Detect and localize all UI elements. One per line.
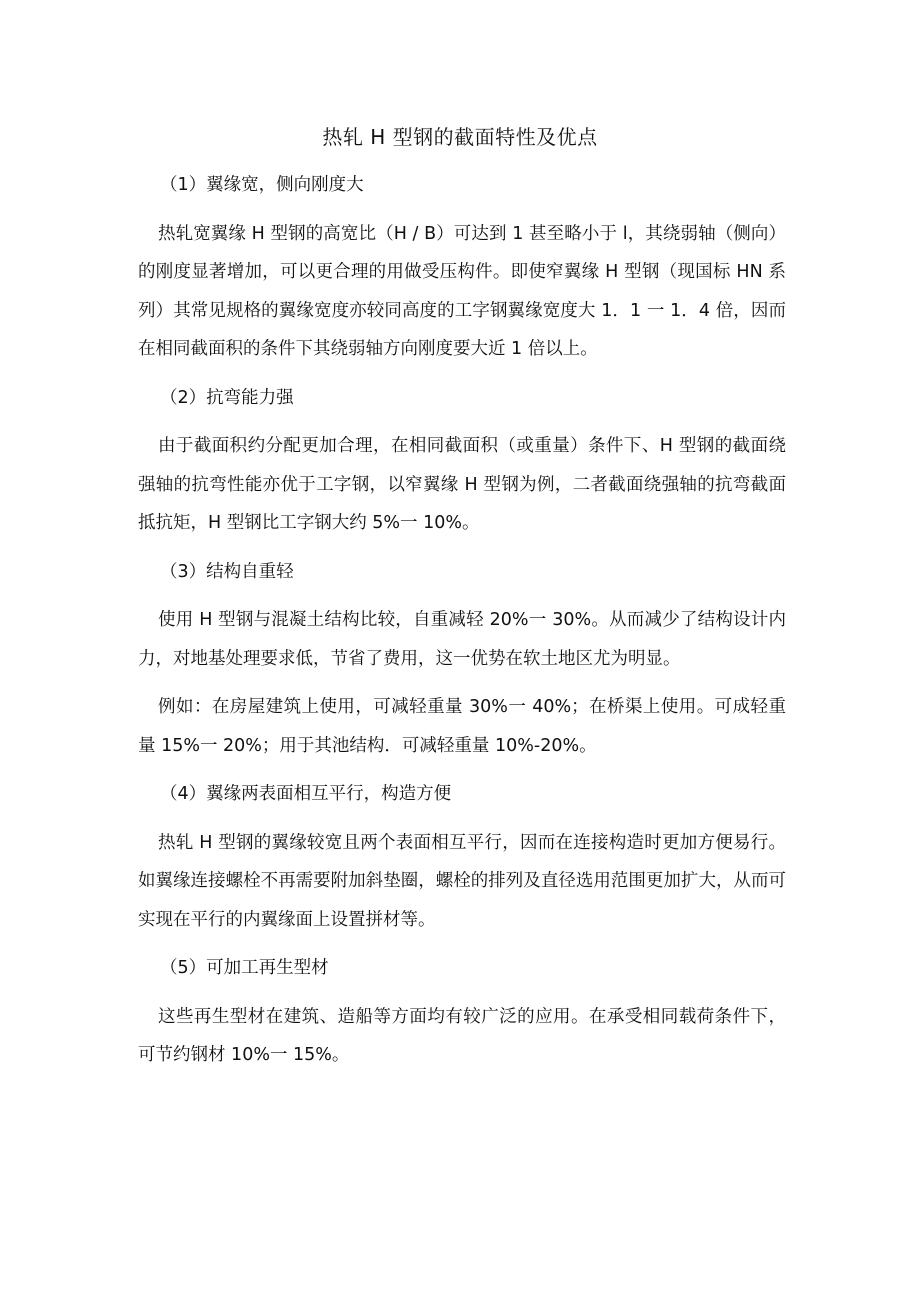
section-5 (138, 949, 786, 1075)
section-paragraph: 热轧 H 型钢的翼缘较宽且两个表面相互平行，因而在连接构造时更加方便易行。如翼缘连接螺栓不再需要附加斜垫圈，螺栓的排列及直径选用范围更加扩大，从而可实现在平行的内翼缘面上设置拼材等。 (138, 832, 786, 930)
section-heading: （3）结构自重轻 (160, 561, 294, 582)
section-paragraph: 使用 H 型钢与混凝土结构比较，自重减轻 20%一 30%。从而减少了结构设计内力，对地基处理要求低，节省了费用，这一优势在软土地区尤为明显。 (138, 610, 786, 669)
section-paragraph: 例如：在房屋建筑上使用，可减轻重量 30%一 40%；在桥渠上使用。可成轻重量 15%一 20%；用于其池结构．可减轻重量 10%-20%。 (138, 697, 786, 756)
section-heading: （4）翼缘两表面相互平行，构造方便 (160, 784, 452, 804)
section-heading: （1）翼缘宽，侧向刚度大 (160, 175, 364, 195)
document-body (138, 166, 786, 1085)
section-paragraph: 由于截面积约分配更加合理，在相同截面积（或重量）条件下、H 型钢的截面绕强轴的抗弯性能亦优于工字钢，以窄翼缘 H 型钢为例，二者截面绕强轴的抗弯截面抵抗矩，H 型钢比工字钢大约 5%一 10%。 (138, 436, 786, 533)
section-heading: （5）可加工再生型材 (160, 958, 329, 978)
document-title: 热轧 H 型钢的截面特性及优点 (322, 125, 598, 149)
section-paragraph: 热轧宽翼缘 H 型钢的高宽比（H / B）可达到 1 甚至略小于 l，其绕弱轴（侧向）的刚度显著增加，可以更合理的用做受压构件。即使窄翼缘 H 型钢（现国标 HN 系列）其常见规格的翼缘宽度亦较同高度的工字钢翼缘宽度大 1．1 一 1．4 倍，因而在相同截面积的条件下其绕弱轴方向刚度要大近 1 倍以上。 (138, 223, 786, 359)
section-4 (138, 775, 786, 939)
section-2 (138, 379, 786, 543)
section-1 (138, 166, 786, 369)
section-paragraph: 这些再生型材在建筑、造船等方面均有较广泛的应用。在承受相同载荷条件下，可节约钢材 10%一 15%。 (138, 1006, 786, 1065)
section-3 (138, 553, 786, 766)
section-heading: （2）抗弯能力强 (160, 387, 294, 408)
